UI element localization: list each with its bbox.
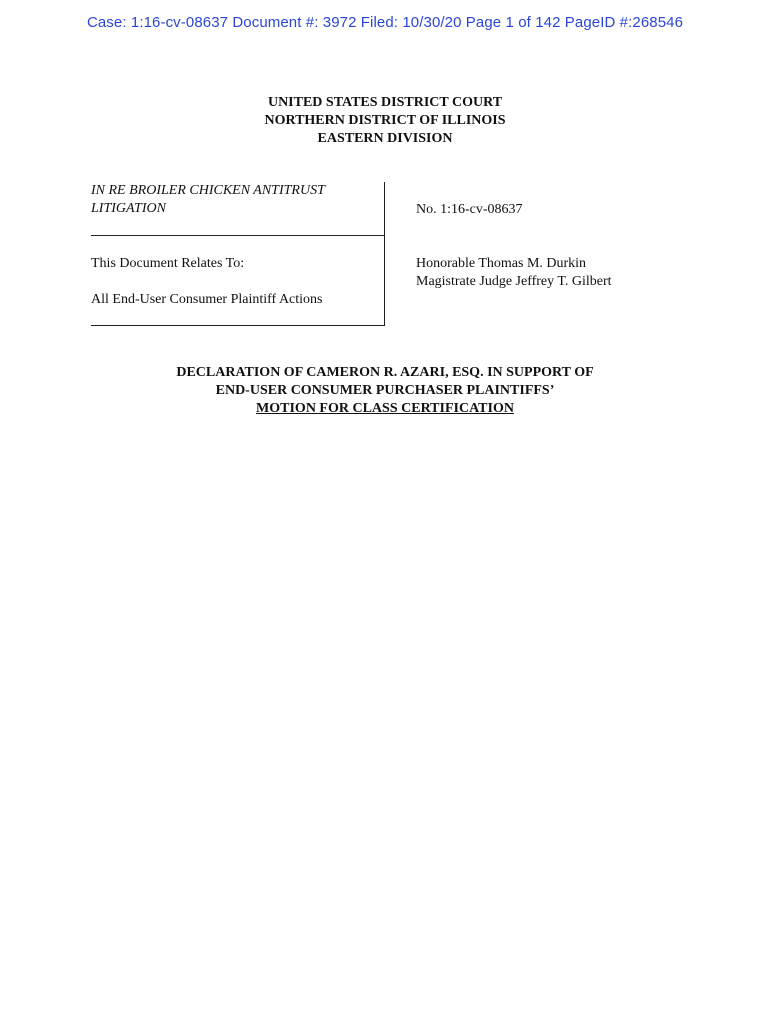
division-name: EASTERN DIVISION xyxy=(317,131,453,146)
document-title-line-1: DECLARATION OF CAMERON R. AZARI, ESQ. IN SUPPORT OF xyxy=(176,365,594,380)
related-actions: All End-User Consumer Plaintiff Actions xyxy=(91,292,323,307)
presiding-judge: Honorable Thomas M. Durkin xyxy=(416,256,587,271)
document-title-line-3: MOTION FOR CLASS CERTIFICATION xyxy=(256,401,514,416)
court-name: UNITED STATES DISTRICT COURT xyxy=(267,95,503,110)
magistrate-judge: Magistrate Judge Jeffrey T. Gilbert xyxy=(416,274,612,289)
district-name: NORTHERN DISTRICT OF ILLINOIS xyxy=(264,113,506,128)
document-title xyxy=(0,364,770,418)
case-title-line-1: IN RE BROILER CHICKEN ANTITRUST xyxy=(91,183,325,198)
case-caption-box xyxy=(91,182,385,326)
relates-to-label: This Document Relates To: xyxy=(91,256,245,271)
case-title xyxy=(91,182,325,218)
case-filing-stamp: Case: 1:16-cv-08637 Document #: 3972 Filed: 10/30/20 Page 1 of 142 PageID #:268546 xyxy=(86,14,684,31)
judges xyxy=(416,255,612,291)
court-heading xyxy=(0,94,770,148)
case-number: No. 1:16-cv-08637 xyxy=(416,202,523,217)
document-title-line-2: END-USER CONSUMER PURCHASER PLAINTIFFS’ xyxy=(215,383,555,398)
case-title-line-2: LITIGATION xyxy=(91,201,166,216)
caption-divider xyxy=(91,235,384,236)
